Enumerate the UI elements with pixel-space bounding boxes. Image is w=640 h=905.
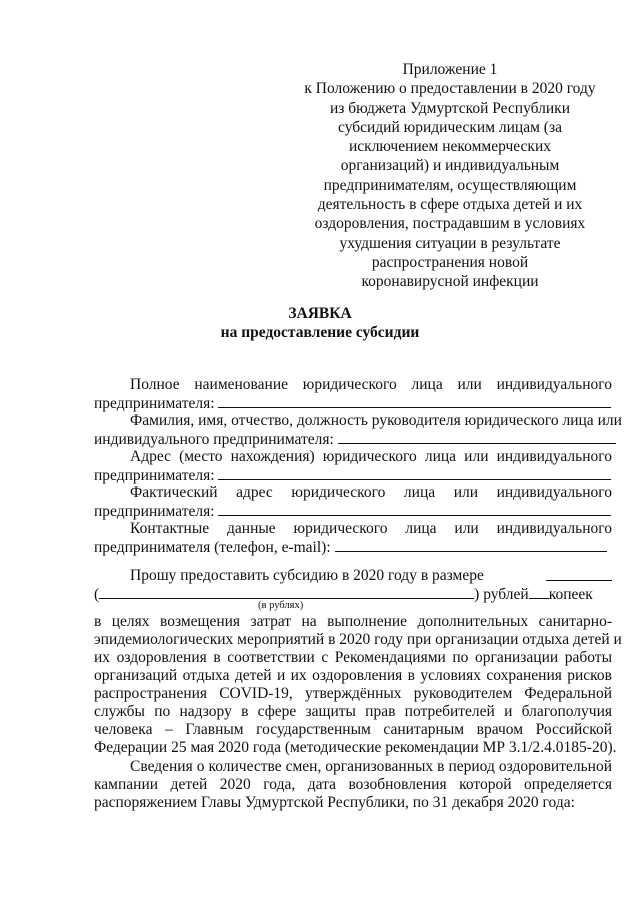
shifts-line: распоряжением Главы Удмуртской Республики, по 31 декабря 2020 года: [94,794,575,811]
appendix-line: к Положению о предоставлении в 2020 году [304,80,596,98]
contacts-field[interactable] [335,538,607,552]
body-line: человека – Главным государственным санитарным врачом Российской [94,721,612,738]
field-label-line: Фамилия, имя, отчество, должность руководителя юридического лица или [130,412,622,429]
kopecks-label: копеек [548,586,593,603]
appendix-line: коронавирусной инфекции [361,273,539,291]
body-line: их оздоровления в соответствии с Рекомендациями по организации работы [94,649,612,666]
appendix-line: из бюджета Удмуртской Республики [329,99,570,117]
request-text: Прошу предоставить субсидию в 2020 году в размере [130,567,484,584]
document-title: ЗАЯВКА [288,305,352,322]
kopecks-field[interactable] [529,585,549,599]
rubles-label: ) рублей [474,586,529,603]
amount-figure-field[interactable] [546,567,612,581]
field-label: предпринимателя: [94,503,215,520]
field-label-line: Полное наименование юридического лица или индивидуального [130,376,612,393]
appendix-line: ухудшения ситуации в результате [339,234,561,252]
body-line: организаций отдыха детей и их оздоровления в условиях сохранения рисков [94,667,612,684]
document-subtitle: на предоставление субсидии [220,324,420,341]
appendix-line: предпринимателям, осуществляющим [323,176,577,194]
legal-address-field[interactable] [218,466,611,480]
field-label: предпринимателя: [94,395,215,412]
appendix-line: субсидий юридическим лицам (за [338,118,562,136]
legal-name-field[interactable] [218,394,611,408]
field-label-line: Адрес (место нахождения) юридического лица или индивидуального [130,448,612,465]
appendix-line: распространения новой [371,253,529,271]
body-line: службы по надзору в сфере защиты прав потребителей и благополучия [94,703,612,720]
amount-note: (в рублях) [258,600,304,611]
body-line: распространения COVID-19, утверждённых руководителем Федеральной [94,685,612,702]
body-line: эпидемиологических мероприятий в 2020 году при организации отдыха детей и [94,631,622,648]
appendix-line: организаций) и индивидуальным [340,157,560,175]
appendix-line: оздоровления, пострадавшим в условиях [314,215,586,233]
appendix-line: исключением некоммерческих [348,138,551,156]
head-name-field[interactable] [338,430,616,444]
appendix-header [300,60,600,292]
body-line: Федерации 25 мая 2020 года (методические рекомендации МР 3.1/2.4.0185-20). [94,739,617,756]
actual-address-field[interactable] [218,502,611,516]
shifts-line: Сведения о количестве смен, организованных в период оздоровительной [130,758,612,775]
field-label: предпринимателя (телефон, e-mail): [94,539,331,556]
appendix-line: деятельность в сфере отдыха детей и их [317,196,583,214]
field-label-line: Фактический адрес юридического лица или индивидуального [130,484,612,501]
appendix-line: Приложение 1 [402,61,498,78]
field-label-line: Контактные данные юридического лица или индивидуального [130,520,612,537]
open-paren: ( [94,586,100,603]
body-line: в целях возмещения затрат на выполнение дополнительных санитарно- [94,613,612,630]
field-label: индивидуального предпринимателя: [94,431,334,448]
shifts-line: кампании детей 2020 года, дата возобновления которой определяется [94,776,612,793]
field-label: предпринимателя: [94,467,215,484]
amount-words-field[interactable] [99,585,474,599]
